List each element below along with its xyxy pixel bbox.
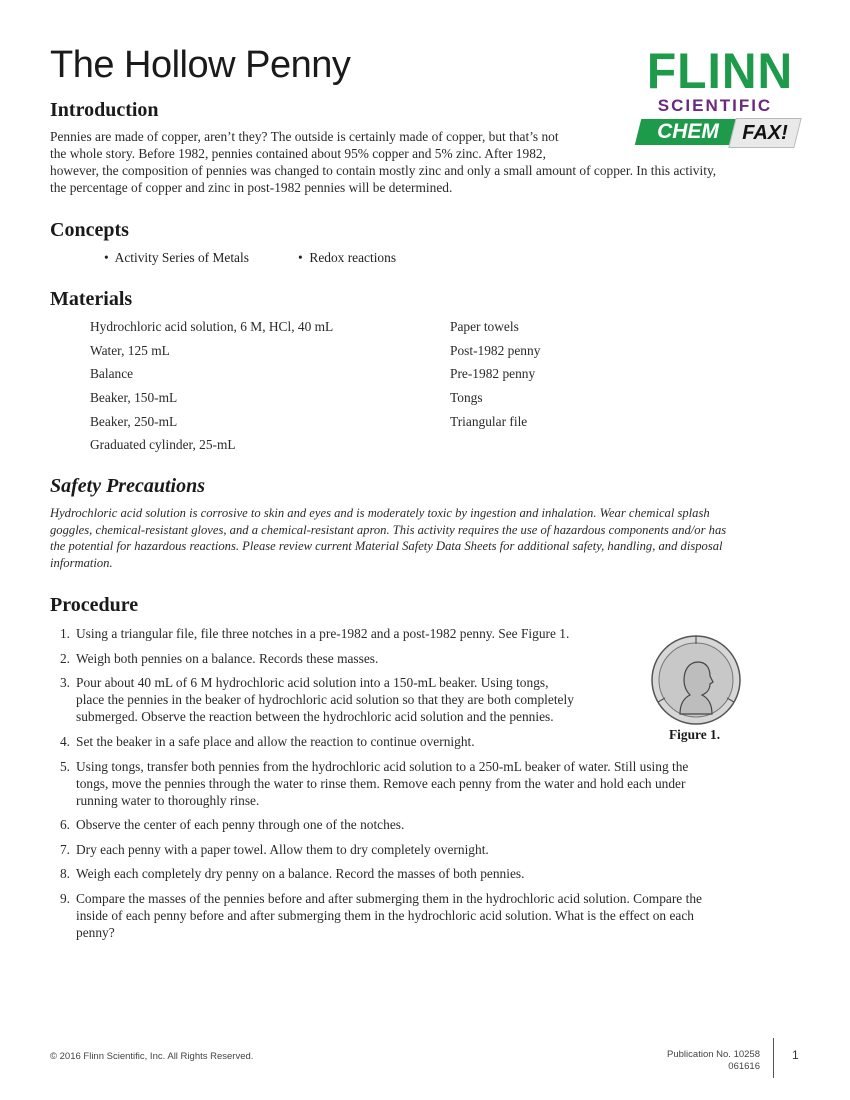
logo-fax-text: FAX! <box>742 122 788 144</box>
step-line: Pour about 40 mL of 6 M hydrochloric acid solution into a 150-mL beaker. Using tongs, <box>76 675 549 690</box>
safety-line: Hydrochloric acid solution is corrosive to skin and eyes and is moderately toxic by ingestion and inhalation. Wear chemical splash <box>50 506 710 520</box>
materials-heading: Materials <box>50 288 133 310</box>
step-number: 3. <box>59 675 70 690</box>
concept-item: • Activity Series of Metals <box>104 250 249 265</box>
logo-scientific-text: SCIENTIFIC <box>657 96 773 115</box>
material-item: Tongs <box>450 390 483 405</box>
material-item: Post-1982 penny <box>450 343 541 358</box>
step-line: tongs, move the pennies through the water to rinse them. Remove each penny from the water and hold each under <box>76 776 686 791</box>
step-number: 9. <box>59 891 70 906</box>
publication-code: 061616 <box>728 1061 760 1072</box>
page-title: The Hollow Penny <box>50 44 351 86</box>
step-line: Compare the masses of the pennies before and after submerging them in the hydrochloric acid solution. Compare the <box>76 891 702 906</box>
material-item: Beaker, 250-mL <box>90 414 178 429</box>
introduction-line: however, the composition of pennies was changed to contain mostly zinc and only a small amount of copper. In this activity, <box>50 163 717 178</box>
material-item: Water, 125 mL <box>90 343 170 358</box>
material-item: Graduated cylinder, 25-mL <box>90 437 236 452</box>
concept-item-label: Activity Series of Metals <box>114 250 249 265</box>
step-line: Observe the center of each penny through one of the notches. <box>76 817 405 832</box>
safety-line: the potential for hazardous reactions. Please review current Material Safety Data Sheets for additional safety, handling, and disposal <box>50 539 723 553</box>
safety-line: information. <box>50 555 113 570</box>
material-item: Beaker, 150-mL <box>90 390 178 405</box>
introduction-line: Pennies are made of copper, aren’t they? The outside is certainly made of copper, but that’s not <box>50 129 559 144</box>
safety-line: goggles, chemical-resistant gloves, and a chemical-resistant apron. This activity requires the use of hazardous components and/or has <box>50 522 727 537</box>
step-line: submerged. Observe the reaction between the hydrochloric acid solution and the pennies. <box>76 709 554 724</box>
material-item: Paper towels <box>450 319 519 334</box>
penny-figure <box>650 634 742 726</box>
publication-number: Publication No. 10258 <box>667 1049 760 1060</box>
concepts-heading: Concepts <box>50 219 129 241</box>
introduction-line: the whole story. Before 1982, pennies contained about 95% copper and 5% zinc. After 1982, <box>50 146 546 161</box>
step-line: penny? <box>76 925 115 940</box>
step-number: 8. <box>59 866 70 881</box>
introduction-line: the percentage of copper and zinc in post-1982 pennies will be determined. <box>50 180 453 195</box>
safety-text <box>50 505 770 571</box>
step-line: Using tongs, transfer both pennies from the hydrochloric acid solution to a 250-mL beaker of water. Still using the <box>76 759 689 774</box>
material-item: Triangular file <box>450 414 528 429</box>
step-number: 6. <box>59 817 70 832</box>
introduction-text <box>50 128 716 196</box>
figure-caption: Figure 1. <box>669 727 721 742</box>
step-line: Using a triangular file, file three notches in a pre-1982 and a post-1982 penny. See Figure 1. <box>76 626 570 641</box>
logo-fax-badge <box>728 118 801 148</box>
step-line: inside of each penny before and after submerging them in the hydrochloric acid solution. What is the effect on each <box>76 908 694 923</box>
material-item: Pre-1982 penny <box>450 366 536 381</box>
step-line: Set the beaker in a safe place and allow the reaction to continue overnight. <box>76 734 475 749</box>
step-number: 4. <box>59 734 70 749</box>
step-line: Weigh each completely dry penny on a balance. Record the masses of both pennies. <box>76 866 525 881</box>
introduction-heading: Introduction <box>50 99 159 121</box>
concept-item-label: Redox reactions <box>309 250 397 265</box>
procedure-heading: Procedure <box>50 594 139 616</box>
logo-chem-text: CHEM <box>657 120 719 143</box>
concept-item: • Redox reactions <box>298 250 397 265</box>
step-line: Dry each penny with a paper towel. Allow them to dry completely overnight. <box>76 842 489 857</box>
step-line: running water to thoroughly rinse. <box>76 793 260 808</box>
publication-info <box>667 1049 760 1073</box>
material-item: Hydrochloric acid solution, 6 M, HCl, 40 mL <box>90 319 334 334</box>
step-line: place the pennies in the beaker of hydrochloric acid solution so that they are both completely <box>76 692 574 707</box>
step-number: 1. <box>59 626 70 641</box>
footer-divider <box>773 1038 774 1078</box>
step-line: Weigh both pennies on a balance. Records these masses. <box>76 651 379 666</box>
page-number: 1 <box>792 1048 799 1062</box>
material-item: Balance <box>90 366 134 381</box>
step-number: 2. <box>59 651 70 666</box>
logo-flinn-text: FLINN <box>646 43 794 100</box>
copyright-text: © 2016 Flinn Scientific, Inc. All Rights Reserved. <box>50 1051 254 1062</box>
step-number: 7. <box>59 842 70 857</box>
safety-heading: Safety Precautions <box>50 475 205 497</box>
step-number: 5. <box>59 759 70 774</box>
